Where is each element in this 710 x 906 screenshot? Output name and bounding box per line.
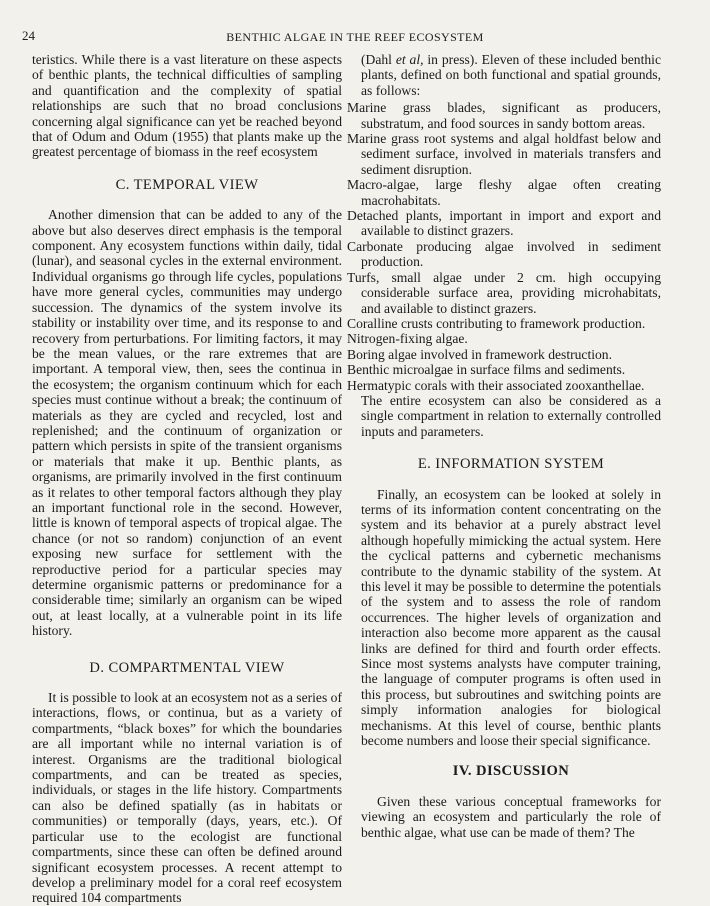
right-column — [347, 52, 661, 840]
continuation-paragraph — [361, 52, 661, 98]
discussion-paragraph: Given these various conceptual frameworks for viewing an ecosystem and particularly the role of benthic algae, what use can be made of them? The — [361, 793, 661, 840]
list-item: Nitrogen-fixing algae. — [347, 331, 468, 347]
list-item: Hermatypic corals with their associated zooxanthellae. — [347, 377, 645, 393]
information-paragraph: Finally, an ecosystem can be looked at solely in terms of its information content concentrating on the system and its behavior at a purely abstract level although hopefully mimicking the actual system. Here the cyclical patterns and cybernetic mechanisms contribute to the dynamic stability of the system. At this level it may be possible to determine the potentials of the system and to assess the role of random occurrences. The higher levels of organization and interaction also become more apparent as the causal links are defined for third and fourth order effects. Since most systems analysts have computer training, the language of computer programs is often used in this process, but subroutines and switching points are simply information analogies for biological mechanisms. At this level of course, benthic plants become numbers and loose their special significance. — [361, 486, 661, 749]
temporal-paragraph: Another dimension that can be added to any of the above but also deserves direct emphasis is the temporal component. Any ecosystem functions within daily, tidal (lunar), and seasonal cycles in the external environment. Individual organisms go through life cycles, populations have more general cycles, communities may undergo succession. The dynamics of the system involve its stability or instability over time, and its response to and recovery from perturbations. For limiting factors, it may be the mean values, or the rare extremes that are important. A temporal view, then, sees the continua in the ecosystem; the organism continuum which for each species must continue without a break; the continuum of materials as they are cycled and recycled, lost and replenished; and the continuum of organization or pattern which persists in spite of the transient organisms or materials that make it up. Benthic plants, as organisms, are primarily involved in the first continuum as it relates to other temporal factors although they play an important functional role in the second. However, little is known of temporal aspects of tropical algae. The chance (or not so random) conjunction of an event exposing new surface for settlement with the reproductive period for a particular species may determine organismic patterns or predominance for a considerable time; similarly an organism can be wiped out, at least locally, at a vulnerable point in its life history. — [32, 207, 342, 639]
list-item: Coralline crusts contributing to framework production. — [347, 315, 646, 331]
continuation-lead: (Dahl — [361, 52, 396, 67]
page-number: 24 — [22, 28, 35, 43]
entire-ecosystem-paragraph: The entire ecosystem can also be considered as a single compartment in relation to externally controlled inputs and parameters. — [361, 392, 661, 439]
compartment-list — [347, 100, 661, 393]
continuation-italic: et al, — [395, 52, 424, 67]
list-item: Marine grass blades, significant as producers, substratum, and food sources in sandy bottom areas. — [347, 100, 661, 131]
section-heading-temporal: C. TEMPORAL VIEW — [115, 176, 259, 193]
list-item: Turfs, small algae under 2 cm. high occupying considerable surface area, providing microhabitats, and available to distinct grazers. — [347, 269, 661, 316]
list-item: Carbonate producing algae involved in sediment production. — [347, 238, 661, 270]
compartmental-paragraph: It is possible to look at an ecosystem not as a series of interactions, flows, or continua, but as a variety of compartments, “black boxes” for which the boundaries are all important while no internal variation is of interest. Organisms are the traditional biological compartments, and can be treated as species, individuals, or stages in the life history. Compartments can also be defined spatially (as in habitats or communities) or temporally (days, years, etc.). Of particular use to the ecologist are functional compartments, since these can often be defined around significant ecosystem processes. A recent attempt to develop a preliminary model for a coral reef ecosystem required 104 compartments — [32, 690, 342, 906]
left-column — [32, 52, 342, 906]
section-heading-information: E. INFORMATION SYSTEM — [417, 456, 605, 473]
intro-paragraph: teristics. While there is a vast literature on these aspects of benthic plants, the technical difficulties of sampling and quantification and the complexity of spatial relationships are such that no broad conclusions concerning algal significance can yet be reached beyond that of Odum and Odum (1955) that plants make up the greatest percentage of biomass in the reef ecosystem — [32, 52, 342, 160]
section-heading-discussion: IV. DISCUSSION — [452, 763, 570, 780]
list-item: Boring algae involved in framework destruction. — [347, 346, 613, 362]
list-item: Marine grass root systems and algal holdfast below and sediment surface, involved in materials transfers and sediment disruption. — [347, 131, 661, 177]
list-item: Macro-algae, large fleshy algae often creating macrohabitats. — [347, 177, 661, 208]
continuation-rest: in press). Eleven of these included benthic plants, defined on both functional and spatial grounds, as follows: — [361, 52, 661, 98]
section-heading-compartmental: D. COMPARTMENTAL VIEW — [89, 659, 285, 676]
running-title: BENTHIC ALGAE IN THE REEF ECOSYSTEM — [226, 30, 484, 44]
list-item: Detached plants, important in import and export and available to distinct grazers. — [347, 208, 661, 239]
list-item: Benthic microalgae in surface films and sediments. — [347, 362, 626, 378]
